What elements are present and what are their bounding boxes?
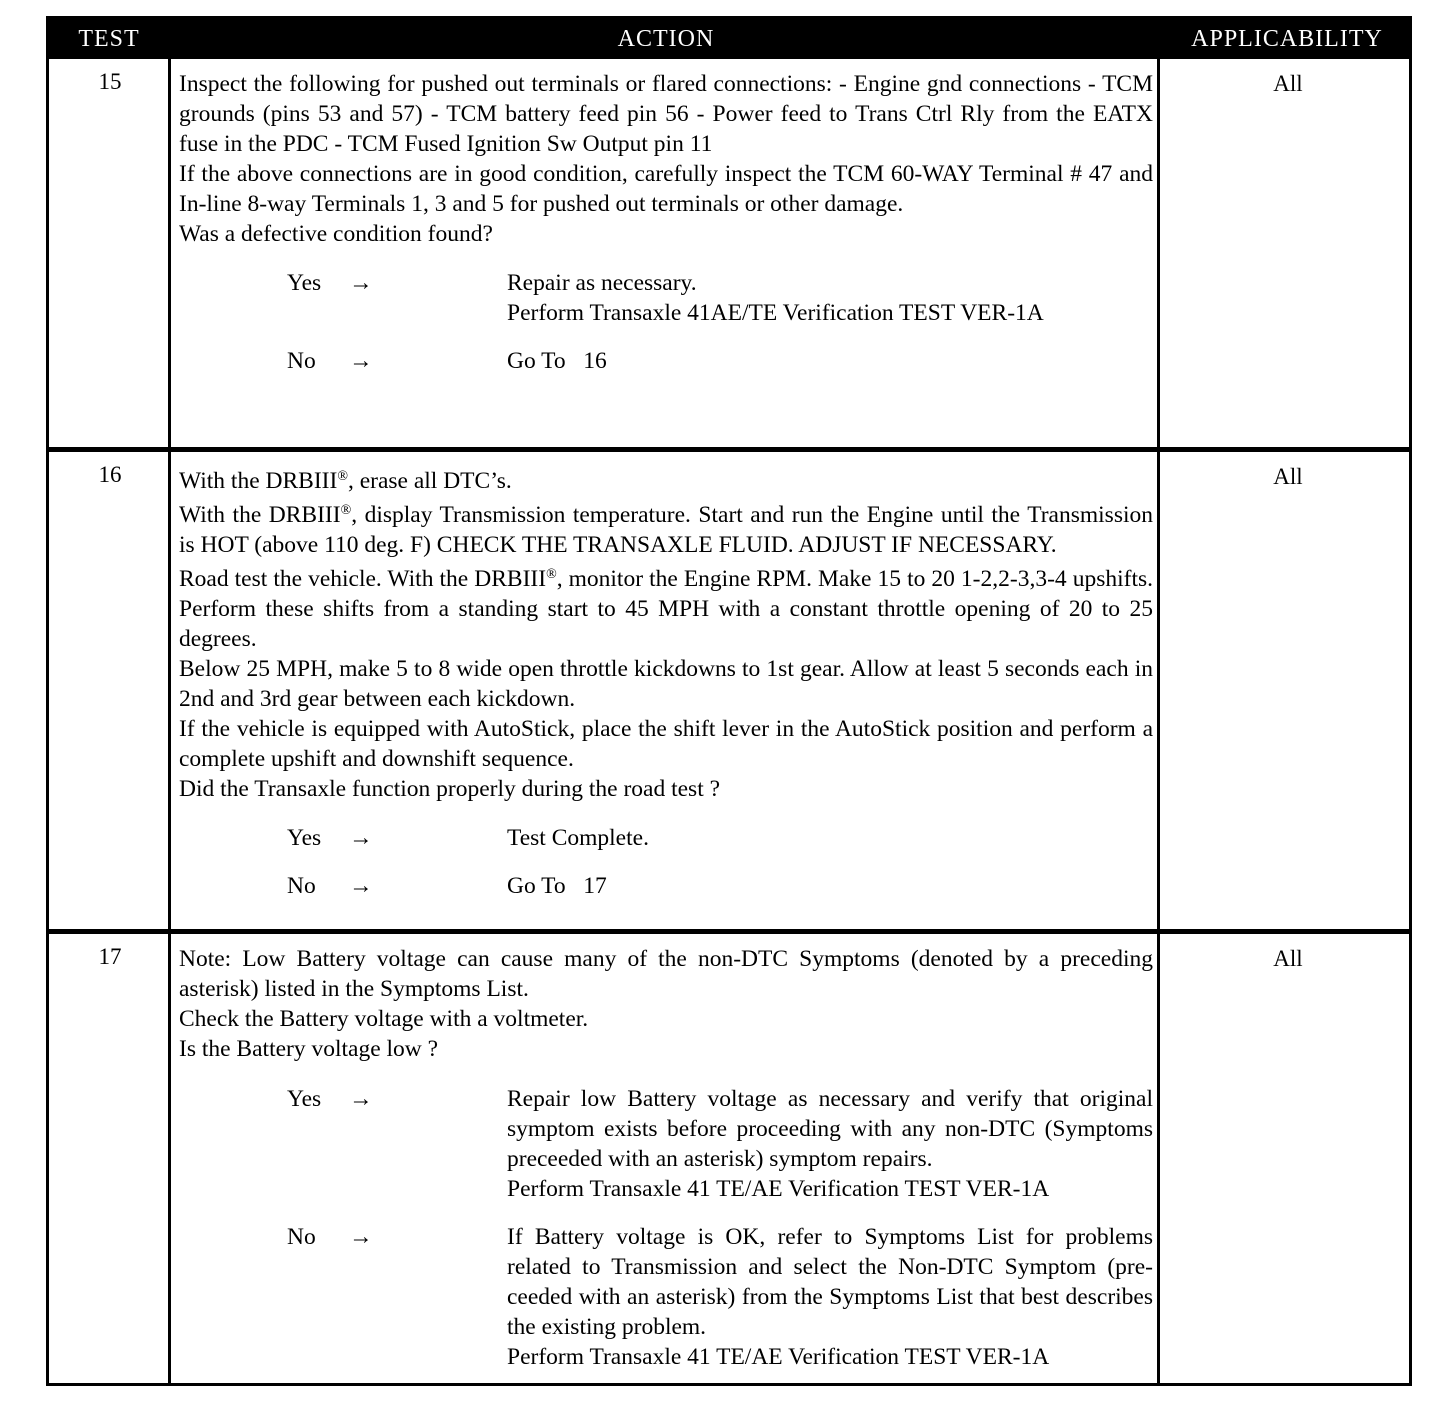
action-text: , display Transmission temperature. Start and run the Engine until the Transmission is HOT (above 110 deg. F) CHECK THE TRANSAXLE FLUID. ADJUST IF NECESSARY. <box>179 502 1153 558</box>
yes-text: Perform Transaxle 41AE/TE Verification TEST VER-1A <box>507 300 1044 326</box>
action-paragraph <box>179 496 1153 560</box>
no-label: No <box>287 873 316 899</box>
registered-mark: ® <box>337 469 348 484</box>
header-action: ACTION <box>617 26 715 52</box>
arrow-icon: → <box>349 1086 373 1112</box>
action-paragraph <box>179 560 1153 654</box>
header-applicability: APPLICABILITY <box>1191 26 1383 52</box>
action-cell <box>179 69 1153 376</box>
test-number: 15 <box>98 69 122 94</box>
action-text: , monitor the Engine RPM. Make 15 to 20 1-2,2-3,3-4 upshifts. Perform these shifts from a standing start to 45 MPH with a constant throttle opening of 20 to 25 degrees. <box>179 566 1154 652</box>
action-paragraph: If the vehicle is equipped with AutoStick, place the shift lever in the AutoStick position and perform a complete upshift and downshift sequence. <box>179 716 1153 772</box>
action-paragraph: Is the Battery voltage low ? <box>179 1036 439 1062</box>
action-paragraph: Inspect the following for pushed out terminals or flared connections: - Engine gnd connections - TCM grounds (pins 53 and 57) - TCM battery feed pin 56 - Power feed to Trans Ctrl Rly from the EATX fuse in the PDC - TCM Fused Ignition Sw Output pin 11 <box>179 71 1153 157</box>
arrow-icon: → <box>349 270 373 296</box>
arrow-icon: → <box>349 1224 373 1250</box>
applicability-value: All <box>1273 946 1303 971</box>
action-text: With the DRBIII <box>179 468 338 494</box>
action-paragraph: If the above connections are in good condition, carefully inspect the TCM 60-WAY Terminal # 47 and In-line 8-way Terminals 1, 3 and 5 for pushed out terminals or other damage. <box>179 161 1153 217</box>
table-row <box>49 934 1409 1384</box>
no-response <box>287 346 1153 376</box>
table-row <box>49 59 1409 447</box>
action-paragraph: Check the Battery voltage with a voltmeter. <box>179 1006 589 1032</box>
action-cell <box>179 462 1153 901</box>
action-paragraph: Did the Transaxle function properly during the road test ? <box>179 776 721 802</box>
test-number: 16 <box>98 462 122 487</box>
header-test: TEST <box>78 26 140 52</box>
action-paragraph: Note: Low Battery voltage can cause many of the non-DTC Symptoms (denoted by a preceding asterisk) listed in the Symptoms List. <box>179 946 1153 1002</box>
diagnostic-table <box>46 16 1412 1386</box>
no-response <box>287 871 1153 901</box>
applicability-value: All <box>1273 464 1303 489</box>
arrow-icon: → <box>349 825 373 851</box>
table-header <box>49 19 1409 59</box>
yes-response <box>287 823 1153 853</box>
action-paragraph <box>179 462 1153 496</box>
yes-label: Yes <box>287 825 322 851</box>
arrow-icon: → <box>349 873 373 899</box>
action-text: , erase all DTC’s. <box>347 468 512 494</box>
yes-response <box>287 1084 1153 1204</box>
yes-text: Test Complete. <box>507 825 649 851</box>
arrow-icon: → <box>349 348 373 374</box>
applicability-value: All <box>1273 71 1303 96</box>
yes-response <box>287 268 1153 328</box>
no-text: If Battery voltage is OK, refer to Symptoms List for problems related to Transmission and select the Non-DTC Symptom (pre-ceeded with an asterisk) from the Symptoms List that best describes the existing problem. <box>507 1224 1153 1340</box>
no-text: Perform Transaxle 41 TE/AE Verification TEST VER-1A <box>507 1344 1050 1370</box>
yes-label: Yes <box>287 270 322 296</box>
registered-mark: ® <box>546 567 557 582</box>
no-text: Go To 16 <box>507 348 607 374</box>
yes-text: Repair as necessary. <box>507 270 697 296</box>
action-paragraph: Below 25 MPH, make 5 to 8 wide open throttle kickdowns to 1st gear. Allow at least 5 seconds each in 2nd and 3rd gear between each kickdown. <box>179 656 1153 712</box>
yes-text: Repair low Battery voltage as necessary and verify that original symptom exists before proceeding with any non-DTC (Symptoms preceeded with an asterisk) symptom repairs. <box>507 1086 1153 1172</box>
action-paragraph: Was a defective condition found? <box>179 221 493 247</box>
test-number: 17 <box>98 944 122 969</box>
no-text: Go To 17 <box>507 873 607 899</box>
yes-text: Perform Transaxle 41 TE/AE Verification TEST VER-1A <box>507 1176 1050 1202</box>
action-text: Road test the vehicle. With the DRBIII <box>179 566 547 592</box>
yes-label: Yes <box>287 1086 322 1112</box>
registered-mark: ® <box>340 503 352 518</box>
no-response <box>287 1222 1153 1372</box>
action-cell <box>179 944 1153 1372</box>
no-label: No <box>287 348 316 374</box>
action-text: With the DRBIII <box>179 502 341 528</box>
table-row <box>49 452 1409 929</box>
no-label: No <box>287 1224 316 1250</box>
